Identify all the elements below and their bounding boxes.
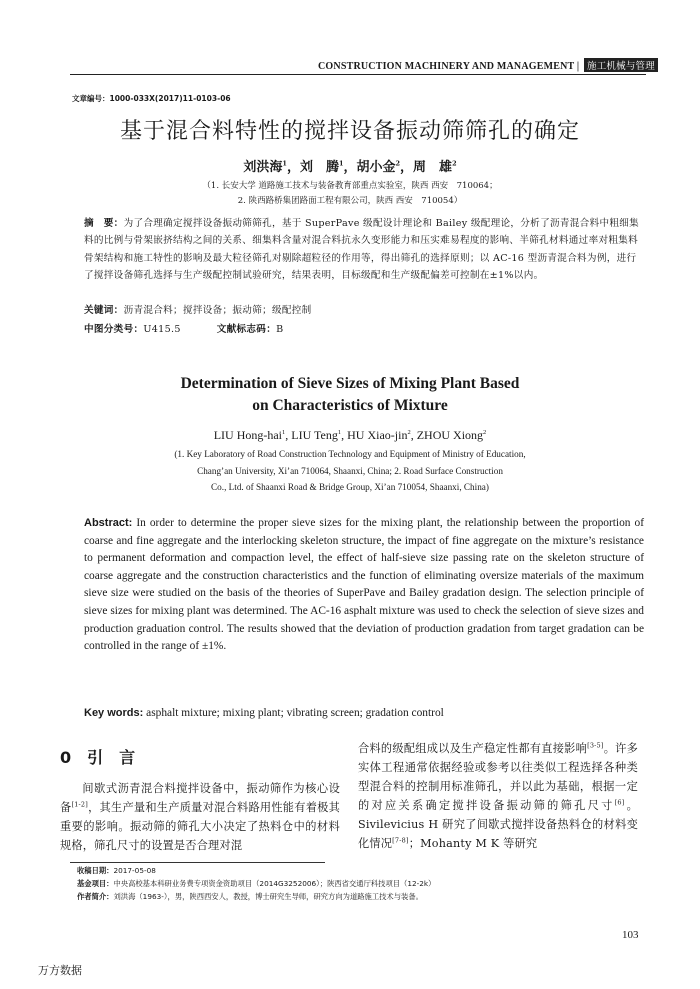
author-cn-2-affil: 1 xyxy=(338,159,344,168)
author-en-1: LIU Hong-hai xyxy=(213,428,283,442)
citation-7-8: [7-8] xyxy=(392,836,409,845)
fund-text: 中央高校基本科研业务费专项资金资助项目（2014G3252006）；陕西省交通厅科技项目（12-2k） xyxy=(113,879,436,888)
document-code xyxy=(217,324,284,335)
keywords-cn-label: 关键词： xyxy=(84,305,124,316)
author-bio-label: 作者简介： xyxy=(77,892,114,901)
affiliation-cn-2: 2. 陕西路桥集团路面工程有限公司，陕西 西安 710054） xyxy=(237,196,463,206)
footnote-received xyxy=(77,866,156,876)
authors-en xyxy=(0,428,700,443)
keywords-en-text: asphalt mixture; mixing plant; vibrating screen; gradation control xyxy=(143,707,444,719)
authors-cn xyxy=(0,156,700,175)
footnote-author xyxy=(77,892,423,902)
doc-code-value: B xyxy=(276,324,284,335)
author-cn-4: ，周 雄 xyxy=(400,160,453,175)
affiliation-cn-1: （1. 长安大学 道路施工技术与装备教育部重点实验室，陕西 西安 710064； xyxy=(202,181,498,191)
journal-name-cn: 施工机械与管理 xyxy=(584,58,658,72)
body-right-text-1: 合料的级配组成以及生产稳定性都有直接影响 xyxy=(358,742,588,755)
section-heading xyxy=(60,745,135,768)
page-number: 103 xyxy=(622,929,639,941)
author-cn-1: 刘洪海 xyxy=(243,160,283,175)
article-number: 文章编号：1000-033X(2017)11-0103-06 xyxy=(72,94,231,103)
author-en-4-affil: 2 xyxy=(483,429,487,436)
classification-row xyxy=(84,321,644,338)
header-rule xyxy=(70,74,646,75)
body-column-left xyxy=(60,779,340,855)
author-cn-3-affil: 2 xyxy=(395,159,401,168)
abstract-cn-label: 摘 要： xyxy=(84,218,124,229)
watermark: 万方数据 xyxy=(38,964,82,977)
footnote-rule xyxy=(70,862,325,863)
journal-header xyxy=(318,58,658,72)
section-title: 引 言 xyxy=(87,748,136,767)
journal-name-en: CONSTRUCTION MACHINERY AND MANAGEMENT | xyxy=(318,61,583,72)
body-left-text: 间歇式沥青混合料搅拌设备中，振动筛作为核心设备 xyxy=(60,782,340,814)
abstract-cn-text: 为了合理确定搅拌设备振动筛筛孔，基于 SuperPave 级配设计理论和 Bailey 级配理论，分析了沥青混合料中粗细集料的比例与骨架嵌挤结构之间的关系、细集料含量对混合料抗永久变形能力和压实难易程度的影响、半筛孔材料通过率对粗集料骨架结构和施工特性的影响及最大粒径筛孔对剔除超粒径的作用等，得出筛孔的选择原则；以 AC-16 型沥青混合料为例，进行了搅拌设备筛孔选择与生产级配控制试验研究，结果表明，目标级配和生产级配偏差可控制在±1%以内。 xyxy=(84,218,640,281)
affiliation-en-2: Chang’an University, Xi’an 710064, Shaanxi, China; 2. Road Surface Construction xyxy=(197,466,503,476)
abstract-en xyxy=(84,515,644,656)
author-en-4: , ZHOU Xiong xyxy=(410,428,484,442)
citation-6: [6] xyxy=(614,798,625,807)
author-cn-4-affil: 2 xyxy=(452,159,457,168)
author-cn-2: ，刘 腾 xyxy=(286,160,339,175)
keywords-en xyxy=(84,707,644,719)
abstract-en-label: Abstract: xyxy=(84,517,133,529)
body-right-text-3: 。Sivilevicius H 研究了间歇式搅拌设备热料仓的材料变化情况 xyxy=(358,799,638,850)
title-en-line-1: Determination of Sieve Sizes of Mixing Plant Based xyxy=(180,375,520,392)
author-cn-1-affil: 1 xyxy=(282,159,287,168)
author-en-3: , HU Xiao-jin xyxy=(341,428,408,442)
author-en-2-affil: 1 xyxy=(337,429,342,436)
fund-label: 基金项目： xyxy=(77,879,114,888)
title-en-line-2: on Characteristics of Mixture xyxy=(252,397,448,414)
body-right-text-4: ；Mohanty M K 等研究 xyxy=(408,837,538,850)
abstract-en-text: In order to determine the proper sieve sizes for the mixing plant, the relationship between the proportion of coarse and fine aggregate and the interlocking skeleton structure, the impact of fine aggregate on the mixture’s resistance to permanent deformation and compaction level, the effect of half-sieve size passing rate on the skeleton structure of coarse aggregate and the construction characteristics and the function of eliminating oversize materials of the maximum sieve size were studied on the basis of the theories of SuperPave and Bailey gradation design. The selection principle of sieve sizes for mixing plant was determined. The AC-16 asphalt mixture was used to check the selection of sieve sizes and production graduation control. The results showed that the deviation of production gradation from target gradation can be controlled in the range of ±1%. xyxy=(84,517,644,653)
affiliation-en-1: (1. Key Laboratory of Road Construction Technology and Equipment of Ministry of Education, xyxy=(174,449,526,459)
keywords-cn xyxy=(84,302,644,319)
received-date: 2017-05-08 xyxy=(113,866,156,875)
doc-code-label: 文献标志码： xyxy=(216,324,277,335)
received-label: 收稿日期： xyxy=(77,866,114,875)
keywords-cn-text: 沥青混合料；搅拌设备；振动筛；级配控制 xyxy=(123,305,312,316)
body-left-text-2: ，其生产量和生产质量对混合料路用性能有着极其重要的影响。振动筛的筛孔大小决定了热料仓中的材料规格，筛孔尺寸的设置是否合理对混 xyxy=(60,801,341,852)
author-en-1-affil: 1 xyxy=(282,429,286,436)
body-column-right xyxy=(358,739,638,853)
abstract-cn xyxy=(84,215,644,284)
citation-1-2: [1-2] xyxy=(71,800,89,809)
author-cn-3: ，胡小金 xyxy=(343,160,396,175)
footnote-fund xyxy=(77,879,435,889)
keywords-en-label: Key words: xyxy=(84,707,144,719)
author-en-2: , LIU Teng xyxy=(285,428,338,442)
author-bio-text: 刘洪海（1963-），男，陕西西安人，教授，博士研究生导师，研究方向为道路施工技术与装备。 xyxy=(113,892,423,901)
body-right-text-2: 。许多实体工程通常依据经验或参考以往类似工程选择各种类型混合料的控制用标准筛孔，并以此为基础，根据一定的对应关系确定搅拌设备振动筛的筛孔尺寸 xyxy=(358,742,638,812)
clc-label: 中图分类号： xyxy=(84,324,144,335)
author-en-3-affil: 2 xyxy=(407,429,411,436)
section-number: 0 xyxy=(60,748,72,767)
title-cn: 基于混合料特性的搅拌设备振动筛筛孔的确定 xyxy=(119,119,580,144)
affiliation-en-3: Co., Ltd. of Shaanxi Road & Bridge Group, Xi’an 710054, Shaanxi, China) xyxy=(211,482,489,492)
clc-value: U415.5 xyxy=(143,324,181,335)
citation-3-5: [3-5] xyxy=(587,741,604,750)
